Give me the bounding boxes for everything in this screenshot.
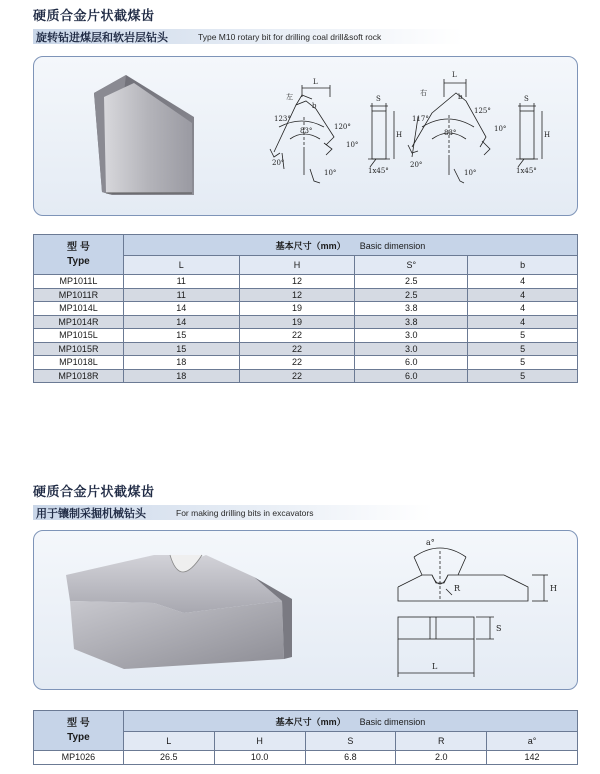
type-cell: MP1018L <box>34 356 124 370</box>
type-header: 型 号 Type <box>34 235 124 275</box>
value-cell-S: 6.0 <box>355 356 468 370</box>
value-cell-L: 18 <box>123 356 239 370</box>
m10-left-b-label: b <box>312 102 317 110</box>
basic-dimension-header: 基本尺寸（mm） Basic dimension <box>123 711 577 732</box>
value-cell-H: 19 <box>239 302 355 316</box>
section1-drawing-panel <box>33 56 578 216</box>
m10-left-chamfer-label: 1x45° <box>368 167 389 175</box>
section1-subtitle-cn: 旋转钻进煤层和软岩层钻头 <box>36 30 168 44</box>
section1-subtitle-en: Type M10 rotary bit for drilling coal drill&soft rock <box>198 31 382 42</box>
section2-spec-table <box>33 710 578 765</box>
section1-spec-table <box>33 234 578 383</box>
type-cell: MP1014L <box>34 302 124 316</box>
column-header-L: L <box>123 732 214 751</box>
table-row <box>34 275 578 289</box>
m10-left-side-label: 左 <box>286 93 293 101</box>
section2-drawing <box>34 531 579 691</box>
column-header-a: a° <box>487 732 578 751</box>
value-cell-L: 18 <box>123 369 239 383</box>
value-cell-H: 12 <box>239 288 355 302</box>
value-cell-L: 14 <box>123 315 239 329</box>
section2-drawing-panel <box>33 530 578 690</box>
table-row <box>34 315 578 329</box>
m10-right-H-label: H <box>544 131 551 139</box>
table-row <box>34 751 578 765</box>
column-header-R: R <box>396 732 487 751</box>
value-cell-b: 5 <box>468 356 578 370</box>
value-cell-S: 6.0 <box>355 369 468 383</box>
column-header-S: S° <box>355 256 468 275</box>
value-cell-L: 14 <box>123 302 239 316</box>
m10-left-S-label: S <box>376 95 381 103</box>
type-cell: MP1011R <box>34 288 124 302</box>
value-cell-H: 22 <box>239 329 355 343</box>
excavator-S-label: S <box>496 624 502 633</box>
m10-insert-image <box>94 75 194 195</box>
value-cell-S: 3.0 <box>355 342 468 356</box>
column-header-b: b <box>468 256 578 275</box>
value-cell-b: 4 <box>468 288 578 302</box>
value-cell-b: 4 <box>468 315 578 329</box>
value-cell-b: 4 <box>468 302 578 316</box>
m10-right-angle-1: 117° <box>412 115 429 123</box>
m10-left-L-label: L <box>313 78 318 86</box>
value-cell-H: 19 <box>239 315 355 329</box>
value-cell-L: 15 <box>123 342 239 356</box>
basic-dimension-header: 基本尺寸（mm） Basic dimension <box>123 235 577 256</box>
value-cell-H: 22 <box>239 356 355 370</box>
value-cell-H: 12 <box>239 275 355 289</box>
value-cell-S: 3.0 <box>355 329 468 343</box>
section1-drawing <box>34 57 579 217</box>
excavator-R-label: R <box>454 584 461 593</box>
excavator-angle-label: a° <box>426 538 435 547</box>
type-cell: MP1015R <box>34 342 124 356</box>
value-cell-H: 10.0 <box>214 751 305 765</box>
excavator-technical-drawing <box>398 548 548 677</box>
value-cell-b: 5 <box>468 342 578 356</box>
m10-left-angle-2: 120° <box>334 123 351 131</box>
section1-subtitle-bar <box>33 29 463 44</box>
m10-right-angle-4: 83° <box>444 129 457 137</box>
value-cell-S: 2.5 <box>355 275 468 289</box>
m10-right-chamfer-label: 1x45° <box>516 167 537 175</box>
value-cell-L: 11 <box>123 275 239 289</box>
value-cell-S: 6.8 <box>305 751 396 765</box>
value-cell-S: 3.8 <box>355 315 468 329</box>
table-row <box>34 356 578 370</box>
type-cell: MP1011L <box>34 275 124 289</box>
value-cell-S: 3.8 <box>355 302 468 316</box>
type-cell: MP1026 <box>34 751 124 765</box>
m10-right-S-label: S <box>524 95 529 103</box>
m10-left-H-label: H <box>396 131 403 139</box>
table-row <box>34 369 578 383</box>
m10-left-angle-3: 10° <box>346 141 359 149</box>
section2-title: 硬质合金片状截煤齿 <box>33 485 155 500</box>
excavator-H-label: H <box>550 584 557 593</box>
section2-subtitle-cn: 用于镶制采掘机械钻头 <box>36 506 146 520</box>
table-row <box>34 302 578 316</box>
type-cell: MP1015L <box>34 329 124 343</box>
table-row <box>34 288 578 302</box>
value-cell-a: 142 <box>487 751 578 765</box>
column-header-H: H <box>239 256 355 275</box>
table-row <box>34 329 578 343</box>
value-cell-b: 5 <box>468 369 578 383</box>
m10-right-angle-5: 20° <box>410 161 423 169</box>
m10-left-angle-6: 10° <box>324 169 337 177</box>
value-cell-L: 26.5 <box>123 751 214 765</box>
m10-right-L-label: L <box>452 71 457 79</box>
value-cell-L: 11 <box>123 288 239 302</box>
column-header-L: L <box>123 256 239 275</box>
value-cell-b: 5 <box>468 329 578 343</box>
value-cell-H: 22 <box>239 369 355 383</box>
value-cell-S: 2.5 <box>355 288 468 302</box>
column-header-S: S <box>305 732 396 751</box>
m10-left-angle-5: 20° <box>272 159 285 167</box>
table-row <box>34 342 578 356</box>
value-cell-R: 2.0 <box>396 751 487 765</box>
m10-right-angle-3: 10° <box>494 125 507 133</box>
m10-right-b-label: b <box>458 93 463 101</box>
value-cell-b: 4 <box>468 275 578 289</box>
value-cell-H: 22 <box>239 342 355 356</box>
value-cell-L: 15 <box>123 329 239 343</box>
excavator-insert-image <box>66 555 292 669</box>
column-header-H: H <box>214 732 305 751</box>
excavator-L-label: L <box>432 662 438 671</box>
m10-right-angle-6: 10° <box>464 169 477 177</box>
type-cell: MP1018R <box>34 369 124 383</box>
section1-title: 硬质合金片状截煤齿 <box>33 9 155 24</box>
section2-subtitle-en: For making drilling bits in excavators <box>176 507 314 518</box>
m10-right-side-label: 右 <box>420 89 427 97</box>
type-cell: MP1014R <box>34 315 124 329</box>
m10-right-angle-2: 125° <box>474 107 491 115</box>
type-header: 型 号 Type <box>34 711 124 751</box>
section2-subtitle-bar <box>33 505 433 520</box>
m10-left-angle-4: 83° <box>300 127 313 135</box>
m10-left-angle-1: 123° <box>274 115 291 123</box>
